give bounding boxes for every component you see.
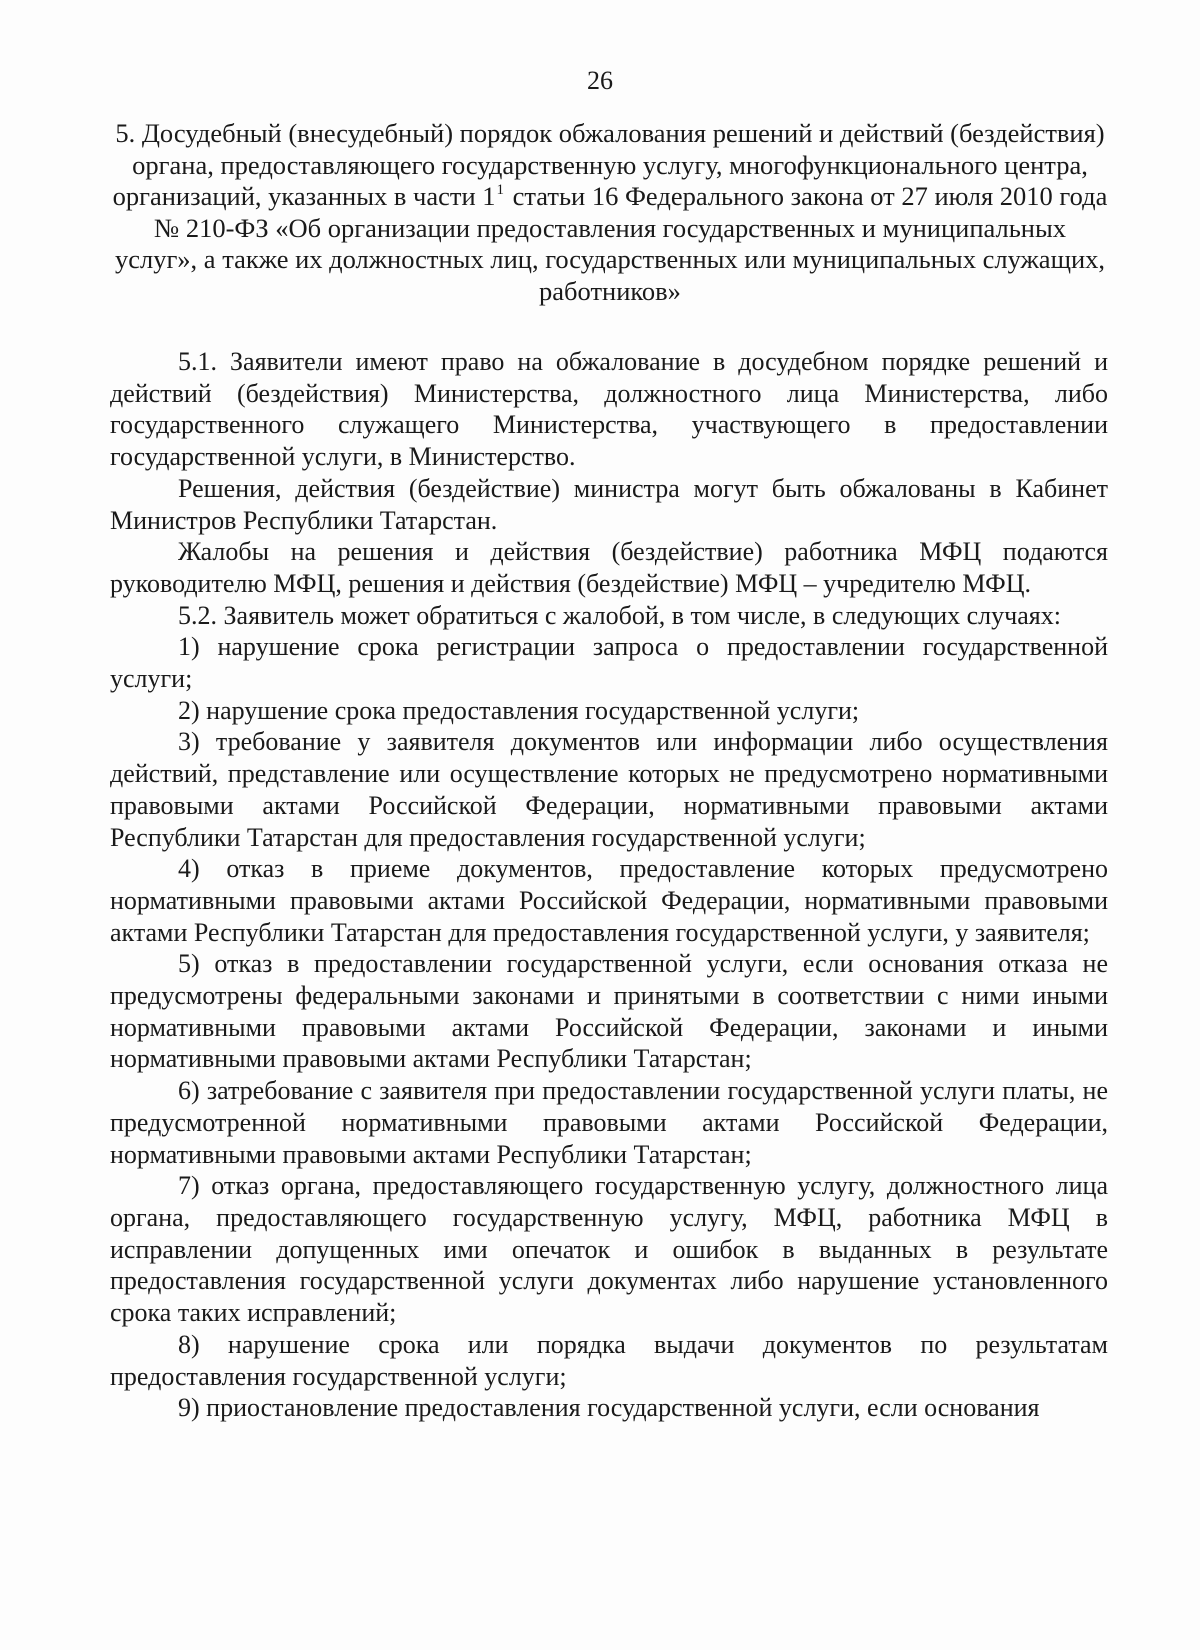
paragraph-minister-decisions: Решения, действия (бездействие) министра могут быть обжалованы в Кабинет Министров Республики Татарстан. xyxy=(110,473,1108,535)
list-item-9: 9) приостановление предоставления государственной услуги, если основания xyxy=(178,1393,1040,1423)
section-heading-text-part1: 5. Досудебный (внесудебный) порядок обжалования решений и действий (бездействия) органа, предоставляющего государственную услугу, многофункционального центра, организаций, указанных в части 1 xyxy=(112,118,1105,212)
section-heading xyxy=(110,118,1110,308)
paragraph-5-2: 5.2. Заявитель может обратиться с жалобой, в том числе, в следующих случаях: xyxy=(178,600,1061,630)
list-item-3: 3) требование у заявителя документов или информации либо осуществления действий, представление или осуществление которых не предусмотрено нормативными правовыми актами Российской Федерации, нормативными правовыми актами Республики Татарстан для предоставления государственной услуги; xyxy=(110,727,1108,852)
paragraph-5-1: 5.1. Заявители имеют право на обжалование в досудебном порядке решений и действий (бездействия) Министерства, должностного лица Министерства, либо государственного служащего Министерства, участвующего в предоставлении государственной услуги, в Министерство. xyxy=(110,347,1108,472)
section-heading-superscript: 1 xyxy=(496,182,505,199)
list-item-4: 4) отказ в приеме документов, предоставление которых предусмотрено нормативными правовыми актами Российской Федерации, нормативными правовыми актами Республики Татарстан для предоставления государственной услуги, у заявителя; xyxy=(110,854,1108,947)
document-body xyxy=(110,346,1108,1424)
list-item-7: 7) отказ органа, предоставляющего государственную услугу, должностного лица органа, предоставляющего государственную услугу, МФЦ, работника МФЦ в исправлении допущенных ими опечаток и ошибок в выданных в результате предоставления государственной услуги документах либо нарушение установленного срока таких исправлений; xyxy=(110,1171,1108,1328)
paragraph-mfc-complaints: Жалобы на решения и действия (бездействие) работника МФЦ подаются руководителю МФЦ, решения и действия (бездействие) МФЦ – учредителю МФЦ. xyxy=(110,537,1108,598)
list-item-1: 1) нарушение срока регистрации запроса о предоставлении государственной услуги; xyxy=(110,632,1108,694)
list-item-8: 8) нарушение срока или порядка выдачи документов по результатам предоставления государственной услуги; xyxy=(110,1329,1108,1391)
list-item-2: 2) нарушение срока предоставления государственной услуги; xyxy=(178,695,860,725)
list-item-6: 6) затребование с заявителя при предоставлении государственной услуги платы, не предусмотренной нормативными правовыми актами Российской Федерации, нормативными правовыми актами Республики Татарстан; xyxy=(110,1076,1108,1169)
section-heading-text-part2: статьи 16 Федерального закона от 27 июля 2010 года № 210-ФЗ «Об организации предоставления государственных и муниципальных услуг», а также их должностных лиц, государственных или муниципальных служащих, работников» xyxy=(114,181,1108,306)
page-number: 26 xyxy=(587,66,613,95)
list-item-5: 5) отказ в предоставлении государственной услуги, если основания отказа не предусмотрены федеральными законами и принятыми в соответствии с ними иными нормативными правовыми актами Российской Федерации, законами и иными нормативными правовыми актами Республики Татарстан; xyxy=(110,949,1108,1074)
